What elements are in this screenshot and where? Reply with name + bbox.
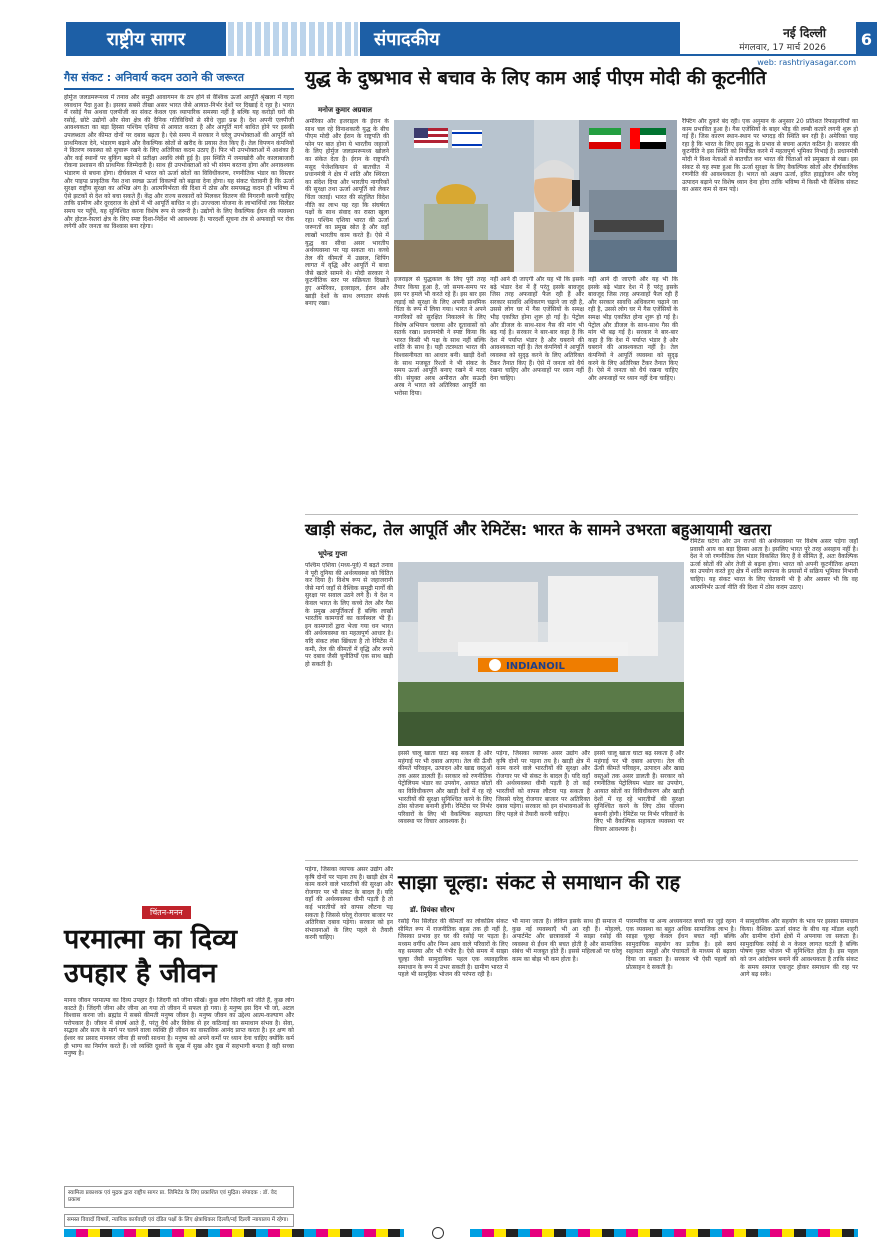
jurisdiction-note: समस्त विवादों विषयों, न्यायिक कार्यवाही एवं दंडित पक्षों के लिए क्षेत्राधिकार दिल्ली/नई दिल्ली न्यायालय में रहेगा। <box>64 1214 294 1227</box>
chintan-title: परमात्मा का दिव्य उपहार है जीवन <box>64 924 237 989</box>
section-title: संपादकीय <box>360 22 680 56</box>
page-number: 6 <box>856 22 877 56</box>
article2-headline: खाड़ी संकट, तेल आपूर्ति और रेमिटेंस: भारत के सामने उभरता बहुआयामी खतरा <box>305 520 772 539</box>
article2-col3: पड़ेगा, जिसका व्यापक असर उद्योग और कृषि दोनों पर पड़ना तय है। खाड़ी क्षेत्र में काम करने वाले भारतीयों की सुरक्षा और रोजगार पर भी संकट के बादल हैं। यदि वहाँ की अर्थव्यवस्था धीमी पड़ती है तो कई भारतीयों को वापस लौटना पड़ सकता है जिससे घरेलू रोजगार बाजार पर अतिरिक्त दबाव पड़ेगा। सरकार को इन संभावनाओं के लिए पहले से तैयारी करनी चाहिए। <box>496 750 590 818</box>
article2-photo <box>398 562 684 746</box>
website: web: rashtriyasagar.com <box>757 58 856 67</box>
color-registration-bar <box>470 1229 858 1237</box>
article1-col3: नहीं आने दी जाएगी और यह भी कि इसके बढ़े भंडार देश में हैं परंतु इसके बावजूद जिस तरह अफवाहों फैल रही हैं और सरकार सावधि अधिकरण चढ़ाने जा रही है, उससे लोग घर में गैस एजेंसियों के समक्ष भीड़ एकत्रित होना शुरू हो गई है। पेट्रोल और डीजल के साथ-साथ गैस की मांग भी बढ़ गई है। सरकार ने बार-बार कहा है कि देश में पर्याप्त भंडार है और घबराने की आवश्यकता नहीं है। तेल कंपनियों ने आपूर्ति व्यवस्था को सुदृढ़ करने के लिए अतिरिक्त टैंकर तैनात किए हैं। ऐसे में जनता को धैर्य रखना चाहिए और अफवाहों पर ध्यान नहीं देना चाहिए। <box>490 276 584 382</box>
article2-col1-cont: पड़ेगा, जिसका व्यापक असर उद्योग और कृषि दोनों पर पड़ना तय है। खाड़ी क्षेत्र में काम करने वाले भारतीयों की सुरक्षा और रोजगार पर भी संकट के बादल हैं। यदि वहाँ की अर्थव्यवस्था धीमी पड़ती है तो कई भारतीयों को वापस लौटना पड़ सकता है जिससे घरेलू रोजगार बाजार पर अतिरिक्त दबाव पड़ेगा। सरकार को इन संभावनाओं के लिए पहले से तैयारी करनी चाहिए। <box>305 866 393 942</box>
editorial-body: होर्मुज जलडमरूमध्य में तनाव और समुद्री आवागमन के ठप होने से वैश्विक ऊर्जा आपूर्ति श्रृंखला में गहरा व्यवधान पैदा हुआ है। इसका सबसे तीखा असर भारत जैसे आयात-निर्भर देशों पर दिखाई दे रहा है। भारत में रसोई गैस अथवा एलपीजी का संकट केवल एक व्यापारिक समस्या नहीं है बल्कि यह करोड़ों घरों की रसोई, छोटे उद्योगों और सेवा क्षेत्र की दैनिक गतिविधियों से सीधे जुड़ा प्रश्न है। देश अपनी एलपीजी आवश्यकता का बड़ा हिस्सा पश्चिम एशिया से आयात करता है और आपूर्ति मार्ग बाधित होने पर इसकी उपलब्धता और कीमत दोनों पर दबाव बढ़ता है। ऐसे समय में सरकार ने घरेलू उपभोक्ताओं की आपूर्ति को प्राथमिकता देने, भंडारण बढ़ाने और वैकल्पिक स्रोतों से खरीद के प्रयास तेज किए हैं। तेल विपणन कंपनियों ने वितरण व्यवस्था को सुचारू रखने के लिए अतिरिक्त कदम उठाए हैं। फिर भी उपभोक्ताओं में आशंका है और कई स्थानों पर बुकिंग बढ़ने से प्रतीक्षा अवधि लंबी हुई है। इस स्थिति में जमाखोरी और कालाबाजारी रोकना प्रशासन की प्राथमिक जिम्मेदारी है। साथ ही उपभोक्ताओं को भी संयम बरतना होगा और अनावश्यक भंडारण से बचना होगा। दीर्घकाल में भारत को ऊर्जा स्रोतों का विविधीकरण, रणनीतिक भंडार का विस्तार और पाइप्ड प्राकृतिक गैस तथा स्वच्छ ऊर्जा विकल्पों को बढ़ावा देना होगा। यह संकट चेतावनी है कि ऊर्जा सुरक्षा राष्ट्रीय सुरक्षा का अभिन्न अंग है। आत्मनिर्भरता की दिशा में ठोस और समयबद्ध कदम ही भविष्य में ऐसे झटकों से देश को बचा सकते हैं। केंद्र और राज्य सरकारों को मिलकर वितरण की निगरानी करनी चाहिए ताकि ग्रामीण और दूरदराज के क्षेत्रों में भी आपूर्ति बाधित न हो। उज्ज्वला योजना के लाभार्थियों तक सिलेंडर समय पर पहुँचे, यह सुनिश्चित करना विशेष रूप से जरूरी है। उद्योगों के लिए वैकल्पिक ईंधन की व्यवस्था और होटल-रेस्तरां क्षेत्र के लिए स्पष्ट दिशा-निर्देश भी आवश्यक हैं। पारदर्शी सूचना तंत्र से अफवाहों पर रोक लगेगी और जनता का विश्वास बना रहेगा। <box>64 94 294 231</box>
city-name: नई दिल्ली <box>783 26 826 40</box>
color-registration-bar <box>64 1229 404 1237</box>
article1-col3b: नहीं आने दी जाएगी और यह भी कि इसके बढ़े भंडार देश में हैं परंतु इसके बावजूद जिस तरह अफवाहों फैल रही हैं और सरकार सावधि अधिकरण चढ़ाने जा रही है, उससे लोग घर में गैस एजेंसियों के समक्ष भीड़ एकत्रित होना शुरू हो गई है। पेट्रोल और डीजल के साथ-साथ गैस की मांग भी बढ़ गई है। सरकार ने बार-बार कहा है कि देश में पर्याप्त भंडार है और घबराने की आवश्यकता नहीं है। तेल कंपनियों ने आपूर्ति व्यवस्था को सुदृढ़ करने के लिए अतिरिक्त टैंकर तैनात किए हैं। ऐसे में जनता को धैर्य रखना चाहिए और अफवाहों पर ध्यान नहीं देना चाहिए। <box>588 276 678 382</box>
imprint-box: स्वामित्व प्रकाशक एवं मुद्रक द्वारा राष्ट्रीय सागर प्रा. लिमिटेड के लिए प्रकाशित एवं मुद्रित। संपादक : डॉ. वेद प्रकाश <box>64 1186 294 1208</box>
editorial-column <box>64 68 294 916</box>
chintan-manan-box <box>64 900 294 1215</box>
israel-flag-icon <box>452 130 482 148</box>
article3-byline: डॉ. प्रियंका सौरभ <box>410 906 455 914</box>
article1-col1: अमेरिका और इजराइल के ईरान के साथ चल रहे विनाशकारी युद्ध के बीच पीएम मोदी और ईरान के राष्ट्रपति की फोन पर बात होना ये भारतीय जहाजों के लिए होर्मुज जलडमरूमध्य खोलने का संकेत देता है। ईरान के राष्ट्रपति मसूद पेजेशकियान से बातचीत में प्रधानमंत्री ने क्षेत्र में शांति और स्थिरता का संदेश दिया और भारतीय नागरिकों की सुरक्षा तथा ऊर्जा आपूर्ति को लेकर चिंता जताई। भारत की संतुलित विदेश नीति का लाभ यह रहा कि संघर्षरत पक्षों के साथ संवाद का रास्ता खुला रहा। पश्चिम एशिया भारत की ऊर्जा जरूरतों का प्रमुख स्रोत है और वहाँ लाखों भारतीय काम करते हैं। ऐसे में युद्ध का सीधा असर भारतीय अर्थव्यवस्था पर पड़ सकता था। कच्चे तेल की कीमतों में उछाल, शिपिंग लागत में वृद्धि और आपूर्ति में बाधा जैसे खतरे सामने थे। मोदी सरकार ने कूटनीतिक स्तर पर सक्रियता दिखाते हुए अमेरिका, इजराइल, ईरान और खाड़ी देशों के साथ लगातार संपर्क बनाए रखा। <box>305 118 389 308</box>
indianoil-sign: INDIANOIL <box>506 661 565 672</box>
article1-headline: युद्ध के दुष्प्रभाव से बचाव के लिए काम आई पीएम मोदी की कूटनीति <box>305 68 767 89</box>
divider <box>305 860 858 861</box>
article1-col2: इजराइल से युद्धकाल के लिए पूरी तरह तैयार किया हुआ है, जो समय-समय पर इस पर हमले भी करते रहे हैं। इस बार इस लड़ाई को सुरक्षा के लिए अपनी प्राथमिक चिंता के रूप में लिया गया। भारत ने अपने नागरिकों को सुरक्षित निकालने के लिए विशेष अभियान चलाया और दूतावासों को सतर्क रखा। प्रधानमंत्री ने स्पष्ट किया कि भारत किसी भी पक्ष के साथ नहीं बल्कि शांति के साथ है। यही तटस्थता भारत की विश्वसनीयता का आधार बनी। खाड़ी देशों के साथ मजबूत रिश्तों ने भी संकट के समय ऊर्जा आपूर्ति बनाए रखने में मदद की। संयुक्त अरब अमीरात और सऊदी अरब ने भारत को अतिरिक्त आपूर्ति का भरोसा दिया। <box>394 276 486 397</box>
article2-col2: इससे चालू खाता घाटा बढ़ सकता है और महंगाई पर भी दबाव आएगा। तेल की ऊँची कीमतें परिवहन, उत्पादन और खाद्य वस्तुओं तक असर डालती हैं। सरकार को रणनीतिक पेट्रोलियम भंडार का उपयोग, आयात स्रोतों का विविधीकरण और खाड़ी देशों में रह रहे भारतीयों की सुरक्षा सुनिश्चित करने के लिए ठोस योजना बनानी होगी। रेमिटेंस पर निर्भर परिवारों के लिए भी वैकल्पिक सहायता व्यवस्था पर विचार आवश्यक है। <box>398 750 492 826</box>
article2-col3b: इससे चालू खाता घाटा बढ़ सकता है और महंगाई पर भी दबाव आएगा। तेल की ऊँची कीमतें परिवहन, उत्पादन और खाद्य वस्तुओं तक असर डालती हैं। सरकार को रणनीतिक पेट्रोलियम भंडार का उपयोग, आयात स्रोतों का विविधीकरण और खाड़ी देशों में रह रहे भारतीयों की सुरक्षा सुनिश्चित करने के लिए ठोस योजना बनानी होगी। रेमिटेंस पर निर्भर परिवारों के लिए भी वैकल्पिक सहायता व्यवस्था पर विचार आवश्यक है। <box>594 750 684 833</box>
paper-name: राष्ट्रीय सागर <box>66 22 226 56</box>
article3-col3: पारम्परिक या अन्य अध्ययनरत बच्चों का जुड़े रहना एक व्यवस्था का बहुत अधिक सामाजिक लाभ है। साझा चूल्हा केवल ईंधन बचत नहीं बल्कि सामुदायिक सहयोग का प्रतीक है। इसे स्वयं सहायता समूहों और पंचायतों के माध्यम से बढ़ावा दिया जा सकता है। सरकार भी ऐसी पहलों को प्रोत्साहन दे सकती है। <box>626 918 736 971</box>
dateline <box>680 22 856 56</box>
editorial-heading: गैस संकट : अनिवार्य कदम उठाने की जरूरत <box>64 68 294 90</box>
uae-flag-icon <box>630 128 666 149</box>
article3-headline: साझा चूल्हा: संकट से समाधान की राह <box>398 870 681 894</box>
us-flag-icon <box>414 128 448 148</box>
article1-photo <box>394 120 677 272</box>
masthead-pattern <box>228 22 358 56</box>
masthead <box>0 0 877 67</box>
article3-col4: ने सामुदायिक और सहयोग के भाव पर इसका समाधान किया। वैश्विक ऊर्जा संकट के बीच यह मॉडल शहरी और ग्रामीण दोनों क्षेत्रों में अपनाया जा सकता है। सामुदायिक रसोई से न केवल लागत घटती है बल्कि पोषण युक्त भोजन भी सुनिश्चित होता है। इस पहल को जन आंदोलन बनाने की आवश्यकता है ताकि संकट के समय समाज एकजुट होकर समाधान की राह पर आगे बढ़ सके। <box>740 918 858 979</box>
article1-col4: रैफ्टिंग और ठुकरे बंद रही। एक अनुमान के अनुसार 20 प्रतिशत रिफाइनरियों का काम प्रभावित हुआ है। गैस एजेंसियों के बाहर भीड़ की लम्बी कतारें लगनी शुरू हो गई हैं। जिस कारण स्थान-स्थान पर भगदड़ की स्थिति बन रही है। अमेरिका चाह रहा है कि भारत के लिए इस युद्ध के प्रभाव से बचना अत्यंत कठिन है। सरकार की कूटनीति ने इस स्थिति को नियंत्रित करने में महत्वपूर्ण भूमिका निभाई है। प्रधानमंत्री मोदी ने विश्व नेताओं से बातचीत कर भारत की चिंताओं को प्रमुखता से रखा। इस संकट से यह स्पष्ट हुआ कि ऊर्जा सुरक्षा के लिए वैकल्पिक स्रोतों और दीर्घकालिक रणनीति की आवश्यकता है। भारत को अक्षय ऊर्जा, हरित हाइड्रोजन और घरेलू उत्पादन बढ़ाने पर विशेष ध्यान देना होगा ताकि भविष्य में किसी भी वैश्विक संकट का असर कम से कम पड़े। <box>682 118 858 194</box>
registration-mark-icon <box>432 1227 444 1239</box>
issue-date: मंगलवार, 17 मार्च 2026 <box>739 43 826 53</box>
iran-flag-icon <box>589 128 621 149</box>
indianoil-photo <box>398 562 684 746</box>
article2-col1: पश्चिम एशिया (मध्य-पूर्व) में बढ़ते तनाव ने पूरी दुनिया की अर्थव्यवस्था को चिंतित कर दिया है। विशेष रूप से जहाजरानी जैसे मार्ग जहाँ से वैश्विक समुद्री मार्गों की सुरक्षा पर सवाल उठने लगे हैं। ये देश न केवल भारत के लिए कच्चे तेल और गैस के प्रमुख आपूर्तिकर्ता हैं बल्कि लाखों भारतीय कामगारों का कार्यस्थल भी हैं। इन कामगारों द्वारा भेजा गया धन भारत की अर्थव्यवस्था का महत्वपूर्ण आधार है। यदि संकट लंबा खिंचता है तो रेमिटेंस में कमी, तेल की कीमतों में वृद्धि और रुपये पर दबाव जैसी चुनौतियाँ एक साथ खड़ी हो सकती हैं। <box>305 562 393 668</box>
article2-col4: रेमिटेंस घटेगा और उन राज्यों की अर्थव्यवस्था पर विशेष असर पड़ेगा जहाँ प्रवासी आय का बड़ा हिस्सा आता है। इसलिए भारत पूरे तरह असहाय नहीं है। देश ने जो रणनीतिक तेल भंडार विकसित किए हैं वे सीमित हैं, अतः वैकल्पिक ऊर्जा स्रोतों की ओर तेजी से बढ़ना होगा। भारत को अपनी कूटनीतिक क्षमता का उपयोग करते हुए क्षेत्र में शांति स्थापना के प्रयासों में सक्रिय भूमिका निभानी चाहिए। यह संकट भारत के लिए चेतावनी भी है और अवसर भी कि वह आत्मनिर्भर ऊर्जा नीति की दिशा में ठोस कदम उठाए। <box>690 538 858 591</box>
chintan-tag: चिंतन-मनन <box>142 906 191 919</box>
chintan-body: मानव जीवन परमात्मा का दिव्य उपहार है। जिंदगी को जीना सीखें। कुछ लोग जिंदगी को जीते हैं, कुछ लोग काटते हैं। जिंदगी जीना और जीना आ गया तो जीवन में सफल हो गया। हे मनुष्य इस दिन भी जो, अटल विश्वास करना जो। ब्रह्मांड में सबसे कीमती मनुष्य जीवन है। मनुष्य जीवन का उद्देश्य आत्म-कल्याण और परोपकार है। जीवन में संघर्ष आते हैं, परंतु धैर्य और विवेक से हर कठिनाई का समाधान संभव है। सेवा, सद्भाव और सत्य के मार्ग पर चलने वाला व्यक्ति ही जीवन का वास्तविक आनंद प्राप्त करता है। हर क्षण को ईश्वर का प्रसाद मानकर जीना ही सच्ची साधना है। मनुष्य को अपने कर्मों पर ध्यान देना चाहिए क्योंकि कर्म ही भाग्य का निर्माण करते हैं। जो व्यक्ति दूसरों के सुख में सुख और दुख में सहभागी बनता है वही सच्चा मनुष्य है। <box>64 997 294 1058</box>
article1-byline: मनोज कुमार अग्रवाल <box>318 106 372 114</box>
article2-byline: भूपेन्द्र गुप्ता <box>318 550 348 558</box>
divider <box>305 514 858 515</box>
article3-col1: रसोई गैस सिलेंडर की कीमतों का लोकप्रिय संकट सीमित रूप में राजनीतिक बहस तक ही नहीं है, जिसका प्रभाव हर घर की रसोई पर पड़ता है। मध्यम वर्गीय और निम्न आय वाले परिवारों के लिए यह समस्या और भी गंभीर है। ऐसे समय में साझा चूल्हा जैसी सामुदायिक पहल एक व्यावहारिक समाधान के रूप में उभर सकती है। ग्रामीण भारत में पहले भी सामूहिक भोजन की परंपरा रही है। <box>398 918 508 979</box>
article3-col2: भी माना जाता है। लेकिन इसके साथ ही समाज में कुछ नई व्यवस्थाएँ भी आ रही हैं। मोहल्ले, अपार्टमेंट और छात्रावासों में साझा रसोई की व्यवस्था से ईंधन की बचत होती है और सामाजिक संबंध भी मजबूत होते हैं। इससे महिलाओं पर घरेलू काम का बोझ भी कम होता है। <box>512 918 622 963</box>
modi-phone-photo <box>394 120 677 272</box>
